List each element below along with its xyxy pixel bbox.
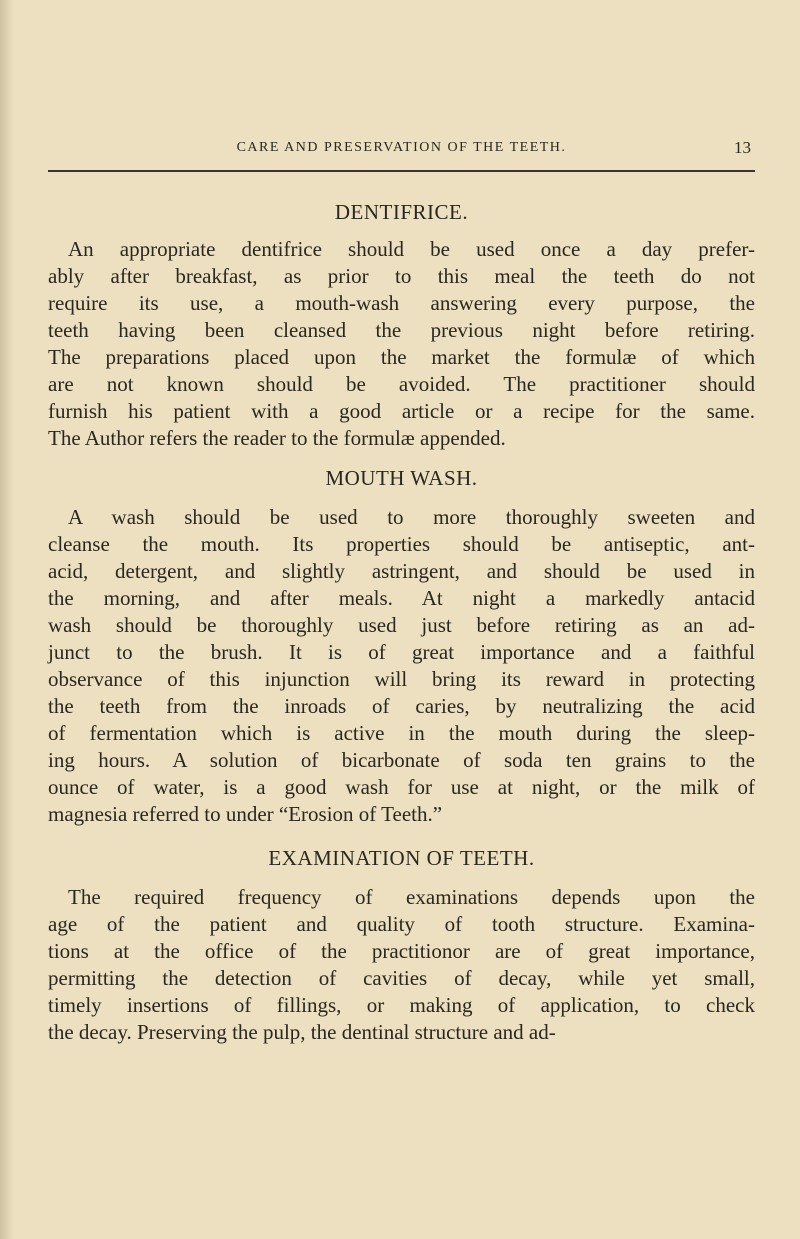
text-line: The required frequency of examinations depends upon the — [68, 885, 755, 909]
text-line: junct to the brush. It is of great importance and a faithful — [48, 640, 755, 664]
text-line: magnesia referred to under “Erosion of Teeth.” — [48, 802, 443, 826]
text-line: An appropriate dentifrice should be used once a day prefer- — [68, 237, 755, 261]
header-rule — [48, 170, 755, 172]
text-line: tions at the office of the practitionor are of great importance, — [48, 939, 755, 963]
text-line: ably after breakfast, as prior to this meal the teeth do not — [48, 264, 755, 288]
text-line: permitting the detection of cavities of decay, while yet small, — [48, 966, 755, 990]
text-line: the teeth from the inroads of caries, by neutralizing the acid — [48, 694, 755, 718]
text-line: are not known should be avoided. The practitioner should — [48, 372, 755, 396]
paragraph-dentifrice — [48, 236, 755, 452]
text-line: A wash should be used to more thoroughly sweeten and — [68, 505, 755, 529]
text-line: require its use, a mouth-wash answering every purpose, the — [48, 291, 755, 315]
text-line: The preparations placed upon the market the formulæ of which — [48, 345, 755, 369]
text-line: ounce of water, is a good wash for use at night, or the milk of — [48, 775, 755, 799]
section-heading-examination: EXAMINATION OF TEETH. — [268, 846, 535, 870]
paragraph-examination — [48, 884, 755, 1046]
text-line: acid, detergent, and slightly astringent, and should be used in — [48, 559, 755, 583]
text-line: teeth having been cleansed the previous night before retiring. — [48, 318, 755, 342]
text-line: timely insertions of fillings, or making of application, to check — [48, 993, 755, 1017]
text-line: cleanse the mouth. Its properties should be antiseptic, ant- — [48, 532, 755, 556]
text-line: The Author refers the reader to the formulæ appended. — [48, 426, 506, 450]
text-line: wash should be thoroughly used just before retiring as an ad- — [48, 613, 755, 637]
page-edge-shadow — [0, 0, 14, 1239]
text-line: age of the patient and quality of tooth structure. Examina- — [48, 912, 755, 936]
text-line: ing hours. A solution of bicarbonate of soda ten grains to the — [48, 748, 755, 772]
text-line: the decay. Preserving the pulp, the dentinal structure and ad- — [48, 1020, 556, 1044]
section-heading-dentifrice: DENTIFRICE. — [334, 200, 469, 224]
text-line: observance of this injunction will bring its reward in protecting — [48, 667, 755, 691]
text-line: the morning, and after meals. At night a markedly antacid — [48, 586, 755, 610]
paragraph-mouth-wash — [48, 504, 755, 828]
running-head-title: CARE AND PRESERVATION OF THE TEETH. — [236, 140, 567, 155]
text-line: of fermentation which is active in the mouth during the sleep- — [48, 721, 755, 745]
section-heading-mouth-wash: MOUTH WASH. — [325, 466, 478, 490]
text-line: furnish his patient with a good article or a recipe for the same. — [48, 399, 755, 423]
running-head — [48, 140, 755, 162]
page-number: 13 — [734, 138, 751, 157]
